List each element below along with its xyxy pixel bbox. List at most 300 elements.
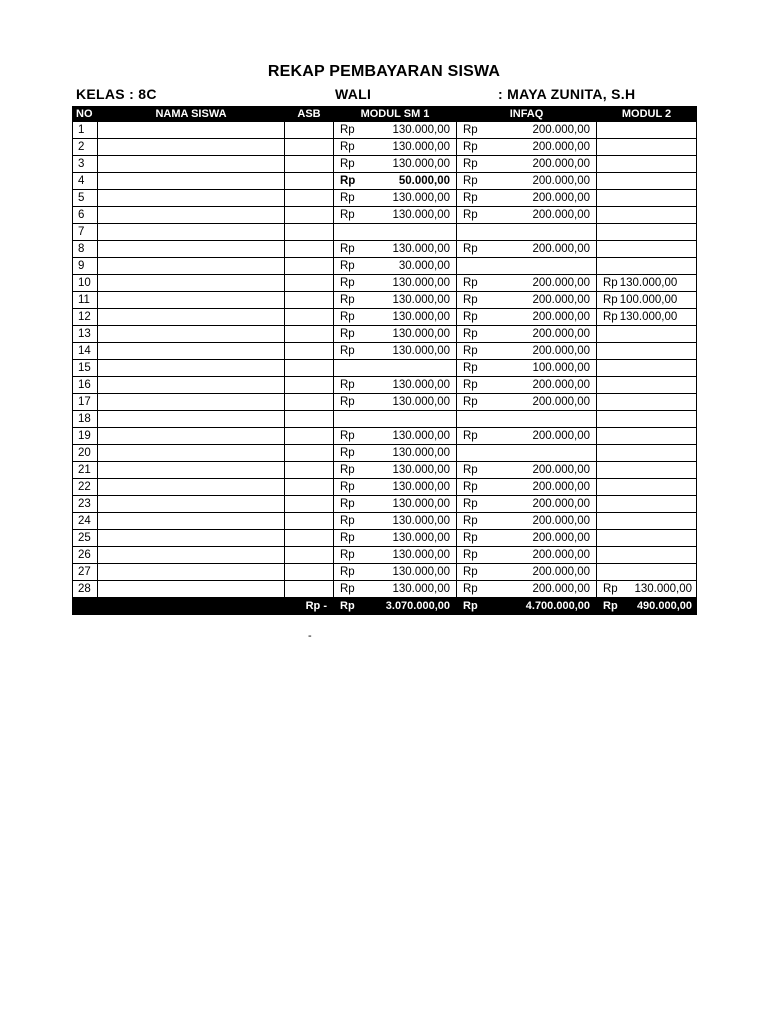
row-number: 26 — [73, 547, 98, 564]
asb-cell — [285, 479, 334, 496]
total-no-cell — [73, 598, 98, 615]
nama-siswa-cell — [98, 564, 285, 581]
nama-siswa-cell — [98, 479, 285, 496]
modul2-cell-empty — [597, 377, 697, 394]
modul2-cell-empty — [597, 564, 697, 581]
modul1-amount: 130.000,00 — [392, 345, 450, 357]
currency-label: Rp — [463, 345, 478, 357]
currency-label: Rp — [463, 430, 478, 442]
currency-label: Rp — [340, 464, 355, 476]
currency-label: Rp — [340, 515, 355, 527]
modul2-cell-empty — [597, 530, 697, 547]
modul1-amount: 130.000,00 — [392, 464, 450, 476]
currency-label: Rp — [603, 583, 618, 595]
modul2-cell — [597, 581, 697, 598]
nama-siswa-cell — [98, 275, 285, 292]
infaq-cell-empty — [457, 445, 597, 462]
currency-label: Rp — [603, 311, 618, 323]
modul2-cell — [597, 309, 697, 326]
infaq-cell — [457, 190, 597, 207]
currency-label: Rp — [463, 379, 478, 391]
modul1-cell — [334, 207, 457, 224]
nama-siswa-cell — [98, 224, 285, 241]
row-number: 18 — [73, 411, 98, 428]
modul1-cell — [334, 139, 457, 156]
modul1-amount: 130.000,00 — [392, 481, 450, 493]
table-row — [73, 156, 697, 173]
nama-siswa-cell — [98, 326, 285, 343]
infaq-cell — [457, 173, 597, 190]
modul1-amount: 130.000,00 — [392, 447, 450, 459]
header-modul2: MODUL 2 — [597, 107, 697, 122]
header-asb: ASB — [285, 107, 334, 122]
total-infaq-cell — [457, 598, 597, 615]
total-row — [73, 598, 697, 615]
modul1-cell — [334, 530, 457, 547]
infaq-cell — [457, 564, 597, 581]
currency-label: Rp — [340, 141, 355, 153]
asb-cell — [285, 343, 334, 360]
modul1-amount: 130.000,00 — [392, 498, 450, 510]
asb-cell — [285, 377, 334, 394]
currency-label: Rp — [463, 481, 478, 493]
row-number: 4 — [73, 173, 98, 190]
asb-cell — [285, 173, 334, 190]
currency-label: Rp — [463, 396, 478, 408]
modul2-cell-empty — [597, 428, 697, 445]
currency-label: Rp — [463, 141, 478, 153]
nama-siswa-cell — [98, 496, 285, 513]
modul1-amount: 50.000,00 — [398, 175, 450, 187]
infaq-cell — [457, 513, 597, 530]
modul2-cell-empty — [597, 122, 697, 139]
infaq-amount: 200.000,00 — [532, 549, 590, 561]
currency-label: Rp — [463, 294, 478, 306]
table-row — [73, 224, 697, 241]
total-modul2-cell — [597, 598, 697, 615]
infaq-amount: 200.000,00 — [532, 209, 590, 221]
nama-siswa-cell — [98, 360, 285, 377]
modul1-cell — [334, 445, 457, 462]
table-row — [73, 496, 697, 513]
modul1-cell-empty — [334, 224, 457, 241]
modul1-amount: 130.000,00 — [392, 566, 450, 578]
row-number: 27 — [73, 564, 98, 581]
infaq-amount: 200.000,00 — [532, 566, 590, 578]
infaq-cell — [457, 394, 597, 411]
table-row — [73, 258, 697, 275]
row-number: 28 — [73, 581, 98, 598]
infaq-amount: 200.000,00 — [532, 345, 590, 357]
nama-siswa-cell — [98, 343, 285, 360]
infaq-cell — [457, 343, 597, 360]
infaq-amount: 200.000,00 — [532, 515, 590, 527]
infaq-amount: 200.000,00 — [532, 277, 590, 289]
table-row — [73, 292, 697, 309]
nama-siswa-cell — [98, 139, 285, 156]
infaq-cell — [457, 581, 597, 598]
infaq-amount: 200.000,00 — [532, 311, 590, 323]
infaq-cell — [457, 360, 597, 377]
table-row — [73, 377, 697, 394]
modul2-cell-empty — [597, 479, 697, 496]
infaq-cell — [457, 530, 597, 547]
currency-label: Rp — [603, 600, 618, 612]
asb-cell — [285, 530, 334, 547]
nama-siswa-cell — [98, 292, 285, 309]
modul1-amount: 130.000,00 — [392, 209, 450, 221]
currency-label: Rp — [463, 498, 478, 510]
infaq-amount: 200.000,00 — [532, 464, 590, 476]
currency-label: Rp — [463, 515, 478, 527]
infaq-cell — [457, 122, 597, 139]
table-row — [73, 139, 697, 156]
infaq-amount: 200.000,00 — [532, 328, 590, 340]
nama-siswa-cell — [98, 377, 285, 394]
nama-siswa-cell — [98, 207, 285, 224]
table-row — [73, 360, 697, 377]
asb-cell — [285, 462, 334, 479]
modul1-amount: 130.000,00 — [392, 294, 450, 306]
infaq-amount: 200.000,00 — [532, 192, 590, 204]
row-number: 9 — [73, 258, 98, 275]
currency-label: Rp — [340, 192, 355, 204]
table-row — [73, 326, 697, 343]
infaq-amount: 200.000,00 — [532, 498, 590, 510]
row-number: 12 — [73, 309, 98, 326]
currency-label: Rp — [463, 124, 478, 136]
header-no: NO — [73, 107, 98, 122]
modul1-cell — [334, 462, 457, 479]
payment-table — [72, 106, 697, 615]
currency-label: Rp — [340, 566, 355, 578]
modul2-cell-empty — [597, 394, 697, 411]
total-modul1-amount: 3.070.000,00 — [385, 600, 450, 612]
total-modul2-amount: 490.000,00 — [636, 600, 692, 612]
modul1-amount: 130.000,00 — [392, 583, 450, 595]
row-number: 13 — [73, 326, 98, 343]
currency-label: Rp — [340, 583, 355, 595]
infaq-cell — [457, 139, 597, 156]
asb-cell — [285, 513, 334, 530]
modul1-cell — [334, 275, 457, 292]
infaq-amount: 200.000,00 — [532, 243, 590, 255]
total-nama-cell — [98, 598, 285, 615]
infaq-cell — [457, 326, 597, 343]
total-infaq-amount: 4.700.000,00 — [525, 600, 590, 612]
modul2-cell-empty — [597, 360, 697, 377]
table-row — [73, 241, 697, 258]
modul2-cell-empty — [597, 326, 697, 343]
table-row — [73, 564, 697, 581]
currency-label: Rp — [340, 481, 355, 493]
row-number: 23 — [73, 496, 98, 513]
wali-label: WALI — [335, 86, 372, 102]
row-number: 22 — [73, 479, 98, 496]
nama-siswa-cell — [98, 173, 285, 190]
currency-label: Rp — [340, 175, 356, 187]
currency-label: Rp — [340, 294, 355, 306]
currency-label: Rp — [340, 498, 355, 510]
modul1-amount: 130.000,00 — [392, 124, 450, 136]
currency-label: Rp — [340, 328, 355, 340]
modul1-cell — [334, 513, 457, 530]
modul1-cell-empty — [334, 360, 457, 377]
footer-dash: - — [308, 630, 312, 642]
total-asb: Rp - — [285, 598, 334, 615]
asb-cell — [285, 122, 334, 139]
total-modul1-cell — [334, 598, 457, 615]
infaq-amount: 200.000,00 — [532, 294, 590, 306]
asb-cell — [285, 411, 334, 428]
row-number: 15 — [73, 360, 98, 377]
infaq-cell — [457, 309, 597, 326]
table-row — [73, 190, 697, 207]
infaq-cell — [457, 479, 597, 496]
infaq-amount: 200.000,00 — [532, 532, 590, 544]
asb-cell — [285, 326, 334, 343]
currency-label: Rp — [340, 532, 355, 544]
infaq-cell — [457, 241, 597, 258]
asb-cell — [285, 496, 334, 513]
currency-label: Rp — [463, 158, 478, 170]
nama-siswa-cell — [98, 547, 285, 564]
modul2-cell-empty — [597, 139, 697, 156]
modul1-cell — [334, 343, 457, 360]
currency-label: Rp — [463, 583, 478, 595]
table-row — [73, 173, 697, 190]
asb-cell — [285, 224, 334, 241]
modul2-cell-empty — [597, 411, 697, 428]
modul2-cell-empty — [597, 513, 697, 530]
modul1-amount: 130.000,00 — [392, 141, 450, 153]
table-header-row — [73, 107, 697, 122]
modul2-amount: 130.000,00 — [634, 583, 692, 595]
nama-siswa-cell — [98, 445, 285, 462]
modul1-cell — [334, 326, 457, 343]
asb-cell — [285, 394, 334, 411]
table-body — [73, 122, 697, 615]
currency-label: Rp — [340, 345, 355, 357]
modul2-cell-empty — [597, 224, 697, 241]
row-number: 19 — [73, 428, 98, 445]
table-row — [73, 428, 697, 445]
modul1-amount: 130.000,00 — [392, 379, 450, 391]
kelas-label: KELAS : 8C — [76, 86, 157, 102]
currency-label: Rp — [340, 209, 355, 221]
modul1-amount: 130.000,00 — [392, 532, 450, 544]
modul2-cell-empty — [597, 241, 697, 258]
asb-cell — [285, 581, 334, 598]
modul2-cell-empty — [597, 173, 697, 190]
asb-cell — [285, 241, 334, 258]
asb-cell — [285, 207, 334, 224]
nama-siswa-cell — [98, 581, 285, 598]
modul2-cell-empty — [597, 156, 697, 173]
row-number: 11 — [73, 292, 98, 309]
row-number: 20 — [73, 445, 98, 462]
header-nama-siswa: NAMA SISWA — [98, 107, 285, 122]
table-row — [73, 581, 697, 598]
currency-label: Rp — [463, 175, 478, 187]
asb-cell — [285, 428, 334, 445]
currency-label: Rp — [340, 600, 355, 612]
currency-label: Rp — [463, 566, 478, 578]
infaq-amount: 200.000,00 — [532, 158, 590, 170]
nama-siswa-cell — [98, 462, 285, 479]
currency-label: Rp — [463, 243, 478, 255]
modul2-cell — [597, 292, 697, 309]
table-row — [73, 309, 697, 326]
modul1-amount: 130.000,00 — [392, 192, 450, 204]
row-number: 6 — [73, 207, 98, 224]
modul2-cell-empty — [597, 207, 697, 224]
infaq-cell — [457, 462, 597, 479]
modul1-amount: 130.000,00 — [392, 328, 450, 340]
modul1-cell — [334, 309, 457, 326]
modul1-cell — [334, 377, 457, 394]
infaq-cell — [457, 428, 597, 445]
infaq-amount: 200.000,00 — [532, 583, 590, 595]
infaq-amount: 200.000,00 — [532, 141, 590, 153]
table-row — [73, 207, 697, 224]
currency-label: Rp — [463, 532, 478, 544]
infaq-cell — [457, 156, 597, 173]
asb-cell — [285, 292, 334, 309]
table-row — [73, 275, 697, 292]
modul2-amount: 100.000,00 — [619, 294, 678, 306]
modul2-cell-empty — [597, 462, 697, 479]
currency-label: Rp — [603, 277, 618, 289]
currency-label: Rp — [463, 192, 478, 204]
modul1-amount: 130.000,00 — [392, 515, 450, 527]
modul2-cell-empty — [597, 190, 697, 207]
modul1-cell — [334, 564, 457, 581]
row-number: 2 — [73, 139, 98, 156]
modul1-amount: 30.000,00 — [398, 260, 450, 272]
nama-siswa-cell — [98, 513, 285, 530]
row-number: 16 — [73, 377, 98, 394]
modul1-amount: 130.000,00 — [392, 311, 450, 323]
modul2-cell-empty — [597, 445, 697, 462]
currency-label: Rp — [340, 158, 355, 170]
modul2-cell-empty — [597, 496, 697, 513]
currency-label: Rp — [340, 124, 355, 136]
modul1-cell — [334, 173, 457, 190]
currency-label: Rp — [463, 311, 478, 323]
table-row — [73, 445, 697, 462]
nama-siswa-cell — [98, 530, 285, 547]
currency-label: Rp — [463, 362, 478, 374]
modul2-cell-empty — [597, 258, 697, 275]
header-infaq: INFAQ — [457, 107, 597, 122]
modul1-cell — [334, 394, 457, 411]
asb-cell — [285, 360, 334, 377]
currency-label: Rp — [463, 464, 478, 476]
infaq-cell — [457, 207, 597, 224]
infaq-amount: 100.000,00 — [532, 362, 590, 374]
modul1-cell — [334, 496, 457, 513]
row-number: 17 — [73, 394, 98, 411]
currency-label: Rp — [340, 396, 355, 408]
table-row — [73, 462, 697, 479]
asb-cell — [285, 309, 334, 326]
modul1-cell — [334, 122, 457, 139]
modul2-amount: 130.000,00 — [619, 277, 678, 289]
wali-name: : MAYA ZUNITA, S.H — [498, 86, 636, 102]
currency-label: Rp — [340, 311, 355, 323]
modul1-amount: 130.000,00 — [392, 158, 450, 170]
row-number: 24 — [73, 513, 98, 530]
nama-siswa-cell — [98, 122, 285, 139]
asb-cell — [285, 190, 334, 207]
nama-siswa-cell — [98, 241, 285, 258]
table-row — [73, 513, 697, 530]
table-row — [73, 411, 697, 428]
asb-cell — [285, 547, 334, 564]
asb-cell — [285, 275, 334, 292]
nama-siswa-cell — [98, 309, 285, 326]
currency-label: Rp — [340, 549, 355, 561]
modul1-cell — [334, 428, 457, 445]
currency-label: Rp — [340, 260, 355, 272]
asb-cell — [285, 445, 334, 462]
document-title: REKAP PEMBAYARAN SISWA — [267, 63, 501, 80]
modul1-cell — [334, 190, 457, 207]
infaq-cell-empty — [457, 411, 597, 428]
infaq-cell — [457, 275, 597, 292]
infaq-amount: 200.000,00 — [532, 396, 590, 408]
infaq-cell — [457, 292, 597, 309]
row-number: 21 — [73, 462, 98, 479]
infaq-amount: 200.000,00 — [532, 379, 590, 391]
infaq-cell — [457, 547, 597, 564]
modul1-cell — [334, 581, 457, 598]
currency-label: Rp — [463, 549, 478, 561]
row-number: 8 — [73, 241, 98, 258]
nama-siswa-cell — [98, 258, 285, 275]
modul1-cell — [334, 547, 457, 564]
infaq-cell-empty — [457, 224, 597, 241]
table-row — [73, 479, 697, 496]
modul1-cell — [334, 156, 457, 173]
asb-cell — [285, 564, 334, 581]
currency-label: Rp — [340, 447, 355, 459]
row-number: 10 — [73, 275, 98, 292]
modul1-cell — [334, 292, 457, 309]
modul1-amount: 130.000,00 — [392, 277, 450, 289]
row-number: 7 — [73, 224, 98, 241]
table-row — [73, 547, 697, 564]
currency-label: Rp — [463, 600, 478, 612]
currency-label: Rp — [340, 277, 355, 289]
asb-cell — [285, 258, 334, 275]
row-number: 3 — [73, 156, 98, 173]
header-modul-sm1: MODUL SM 1 — [334, 107, 457, 122]
table-row — [73, 530, 697, 547]
infaq-cell — [457, 377, 597, 394]
infaq-amount: 200.000,00 — [532, 175, 590, 187]
modul1-cell-empty — [334, 411, 457, 428]
row-number: 1 — [73, 122, 98, 139]
infaq-amount: 200.000,00 — [532, 430, 590, 442]
modul2-amount: 130.000,00 — [619, 311, 678, 323]
modul2-cell-empty — [597, 547, 697, 564]
infaq-cell-empty — [457, 258, 597, 275]
modul1-amount: 130.000,00 — [392, 243, 450, 255]
modul2-cell — [597, 275, 697, 292]
currency-label: Rp — [340, 430, 355, 442]
